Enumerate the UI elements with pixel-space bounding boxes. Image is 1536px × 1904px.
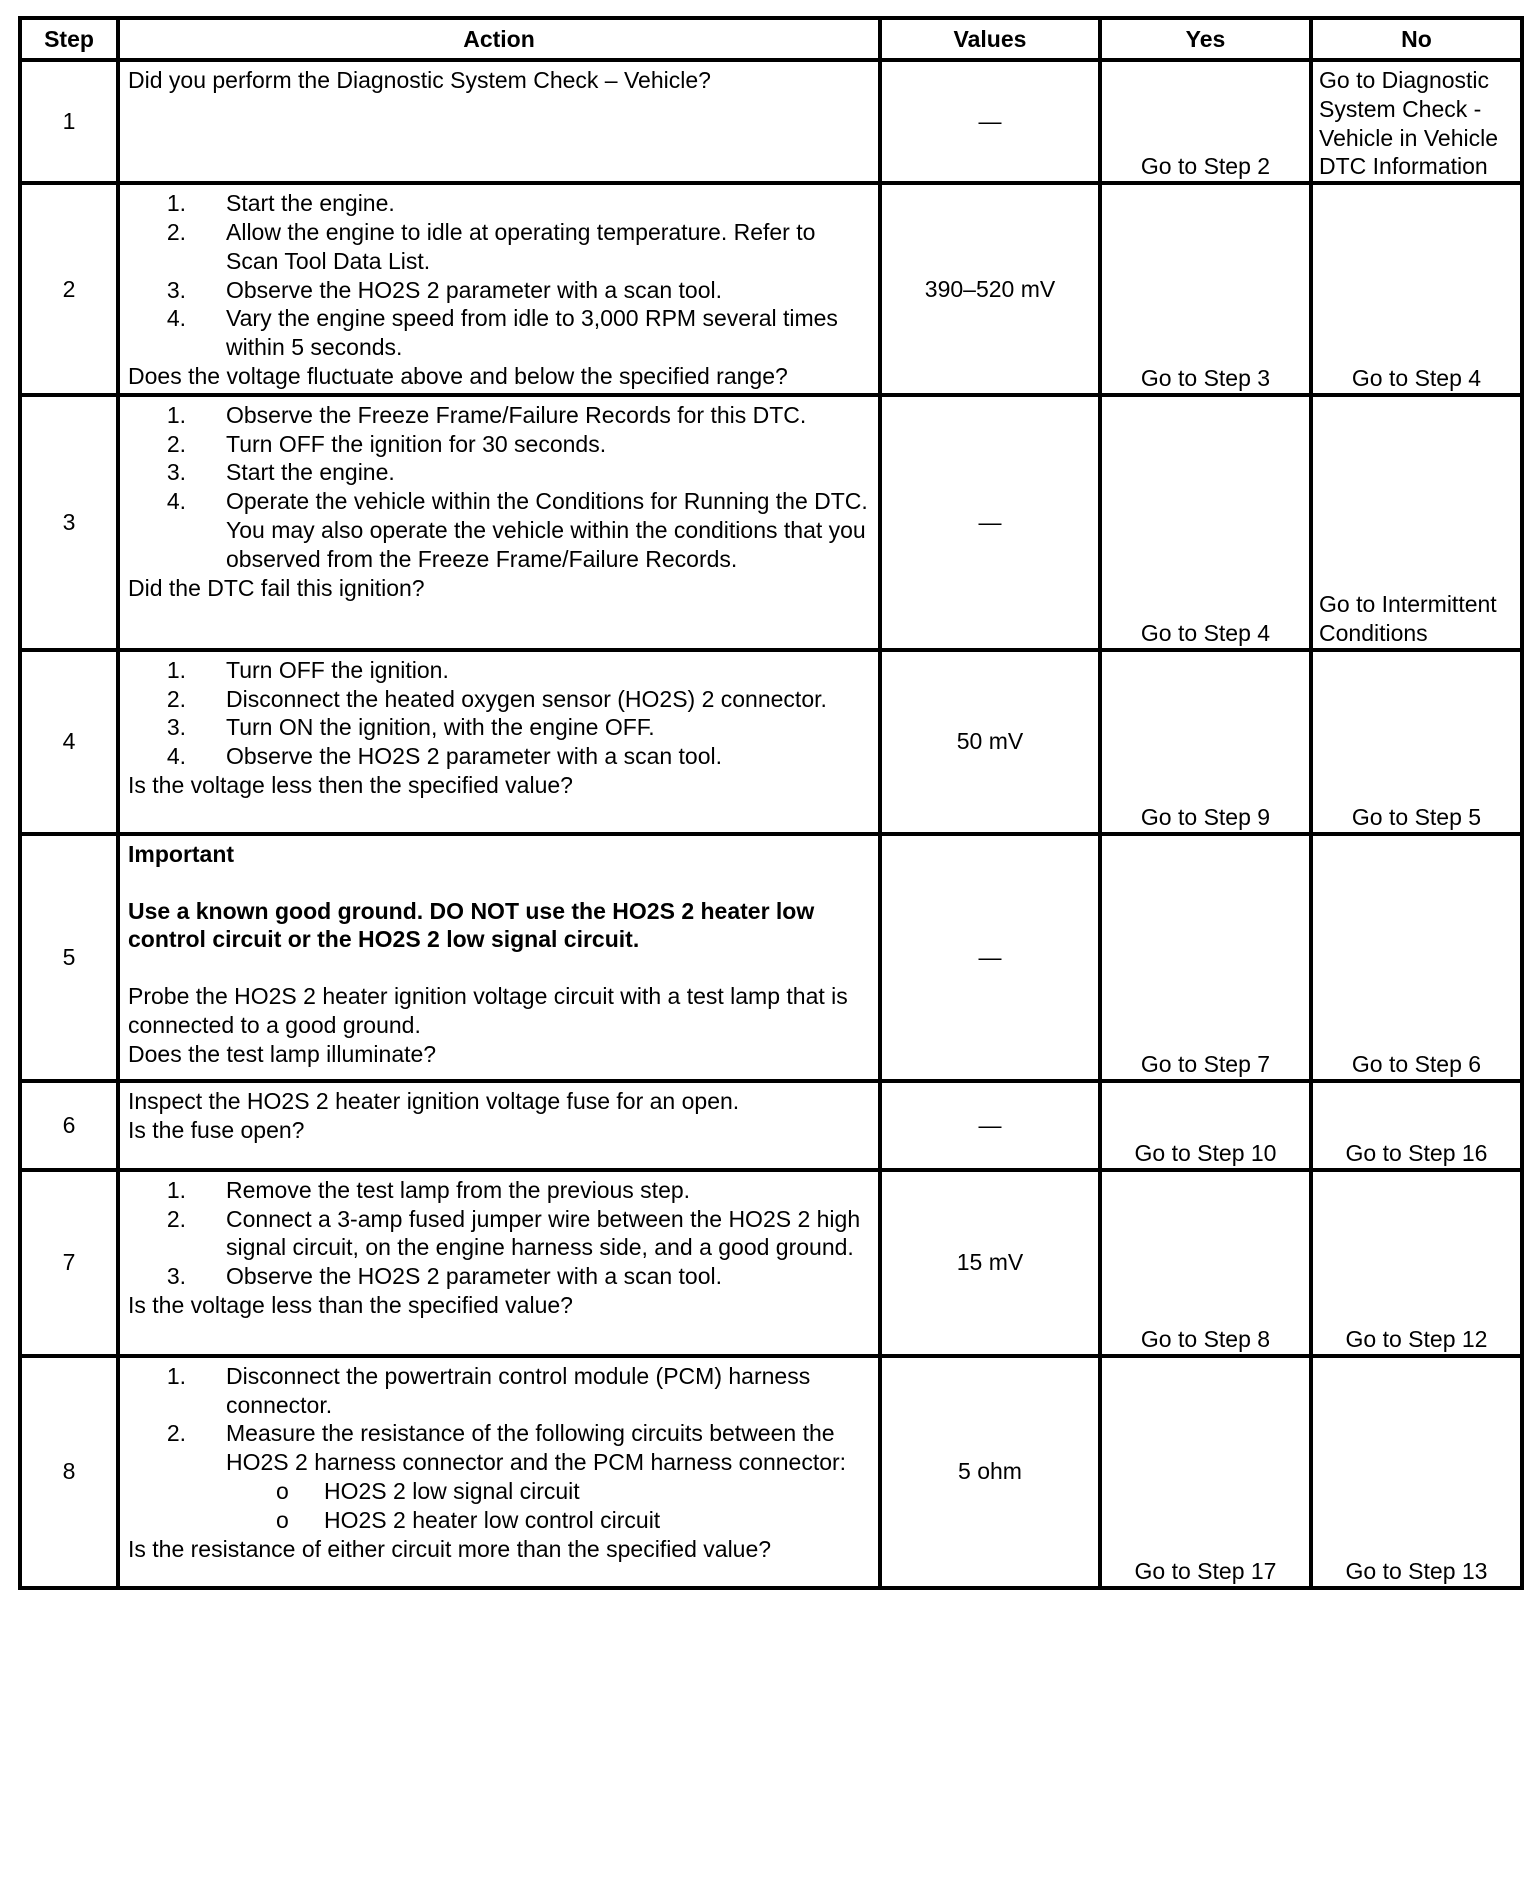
action-steps [128,656,870,771]
yes-cell: Go to Step 8 [1100,1170,1311,1356]
step-number: 8 [20,1356,118,1588]
action-question: Does the voltage fluctuate above and below the specified range? [128,362,788,389]
step-number: 5 [20,834,118,1081]
list-item: 4. Vary the engine speed from idle to 3,000 RPM several times within 5 seconds. [166,305,838,361]
diagnostic-table-sheet [18,16,1520,1590]
header-step: Step [20,18,118,60]
important-note: Use a known good ground. DO NOT use the HO2S 2 heater low control circuit or the HO2S 2 low signal circuit. [128,897,815,953]
step-number: 7 [20,1170,118,1356]
no-text: Go to Step 12 [1345,1325,1488,1352]
list-item: o HO2S 2 low signal circuit [276,1477,580,1504]
action-steps [128,401,870,574]
bullet-glyph: o [276,1477,289,1504]
no-cell [1311,1081,1522,1170]
table-row [20,395,1522,650]
list-item: 3. Observe the HO2S 2 parameter with a scan tool. [166,276,723,303]
no-text: Go to Step 4 [1351,364,1482,391]
action-cell [118,1356,880,1588]
action-steps [128,1176,870,1291]
action-instruction: Probe the HO2S 2 heater ignition voltage circuit with a test lamp that is connected to a good ground. [128,983,848,1038]
list-item: 4. Observe the HO2S 2 parameter with a scan tool. [166,743,723,770]
table-row [20,650,1522,834]
table-row [20,1356,1522,1588]
action-question: Does the test lamp illuminate? [128,1040,437,1067]
header-row [20,18,1522,60]
action-question: Is the fuse open? [128,1116,305,1143]
no-text: Go to Diagnostic System Check - Vehicle in Vehicle DTC Information [1319,67,1499,180]
list-item: 2. Disconnect the heated oxygen sensor (HO2S) 2 connector. [166,685,827,712]
value-cell: 390–520 mV [880,183,1100,395]
list-item: 1. Start the engine. [166,190,395,217]
list-item: 3. Turn ON the ignition, with the engine OFF. [166,714,655,741]
circuit-list [128,1477,870,1535]
header-action: Action [118,18,880,60]
step-number: 1 [20,60,118,183]
action-cell [118,395,880,650]
list-item: 1. Remove the test lamp from the previous step. [166,1176,691,1203]
important-label: Important [128,840,235,867]
action-steps [128,189,870,362]
yes-cell: Go to Step 4 [1100,395,1311,650]
action-cell [118,1081,880,1170]
list-item: 3. Start the engine. [166,459,395,486]
action-question: Did you perform the Diagnostic System Check – Vehicle? [128,67,711,93]
no-text: Go to Step 16 [1345,1139,1488,1166]
table-row [20,1081,1522,1170]
action-steps [128,1362,870,1477]
value-cell: 15 mV [880,1170,1100,1356]
list-item: 1. Disconnect the powertrain control module (PCM) harness connector. [166,1362,811,1418]
table-row [20,834,1522,1081]
diagnostic-table [18,16,1524,1590]
list-item: 1. Turn OFF the ignition. [166,656,449,683]
no-cell [1311,650,1522,834]
list-item: 3. Observe the HO2S 2 parameter with a scan tool. [166,1263,723,1290]
action-cell [118,650,880,834]
action-question: Did the DTC fail this ignition? [128,574,425,601]
no-cell [1311,60,1522,183]
no-cell [1311,183,1522,395]
no-cell [1311,1356,1522,1588]
step-number: 2 [20,183,118,395]
list-item: 1. Observe the Freeze Frame/Failure Records for this DTC. [166,401,807,428]
action-question: Is the resistance of either circuit more than the specified value? [128,1535,772,1562]
no-text: Go to Step 5 [1351,803,1482,830]
no-text: Go to Step 13 [1345,1557,1488,1584]
yes-cell: Go to Step 10 [1100,1081,1311,1170]
list-item: 2. Measure the resistance of the following circuits between the HO2S 2 harness connector and the PCM harness connector: [166,1420,847,1476]
value-cell: — [880,60,1100,183]
action-question: Is the voltage less than the specified value? [128,1291,573,1318]
action-instruction: Inspect the HO2S 2 heater ignition voltage fuse for an open. [128,1087,740,1114]
table-row [20,183,1522,395]
action-cell [118,60,880,183]
step-number: 4 [20,650,118,834]
action-cell [118,183,880,395]
list-item: o HO2S 2 heater low control circuit [276,1506,661,1533]
step-number: 6 [20,1081,118,1170]
yes-cell: Go to Step 7 [1100,834,1311,1081]
table-row [20,1170,1522,1356]
step-number: 3 [20,395,118,650]
header-values: Values [880,18,1100,60]
action-question: Is the voltage less then the specified value? [128,771,573,798]
yes-cell: Go to Step 2 [1100,60,1311,183]
value-cell: — [880,395,1100,650]
no-cell [1311,395,1522,650]
table-row [20,60,1522,183]
no-text: Go to Step 6 [1351,1050,1482,1077]
header-no: No [1311,18,1522,60]
action-cell [118,834,880,1081]
header-yes: Yes [1100,18,1311,60]
list-item: 4. Operate the vehicle within the Conditions for Running the DTC. You may also operate the vehicle within the conditions that you observed from the Freeze Frame/Failure Records. [166,488,868,572]
no-cell [1311,834,1522,1081]
yes-cell: Go to Step 17 [1100,1356,1311,1588]
value-cell: — [880,834,1100,1081]
list-item: 2. Connect a 3-amp fused jumper wire between the HO2S 2 high signal circuit, on the engine harness side, and a good ground. [166,1205,861,1261]
value-cell: 5 ohm [880,1356,1100,1588]
list-item: 2. Allow the engine to idle at operating temperature. Refer to Scan Tool Data List. [166,218,816,274]
list-item: 2. Turn OFF the ignition for 30 seconds. [166,430,607,457]
no-cell [1311,1170,1522,1356]
action-cell [118,1170,880,1356]
yes-cell: Go to Step 3 [1100,183,1311,395]
value-cell: — [880,1081,1100,1170]
value-cell: 50 mV [880,650,1100,834]
yes-cell: Go to Step 9 [1100,650,1311,834]
no-text: Go to Intermittent Conditions [1319,591,1497,646]
bullet-glyph: o [276,1506,289,1533]
